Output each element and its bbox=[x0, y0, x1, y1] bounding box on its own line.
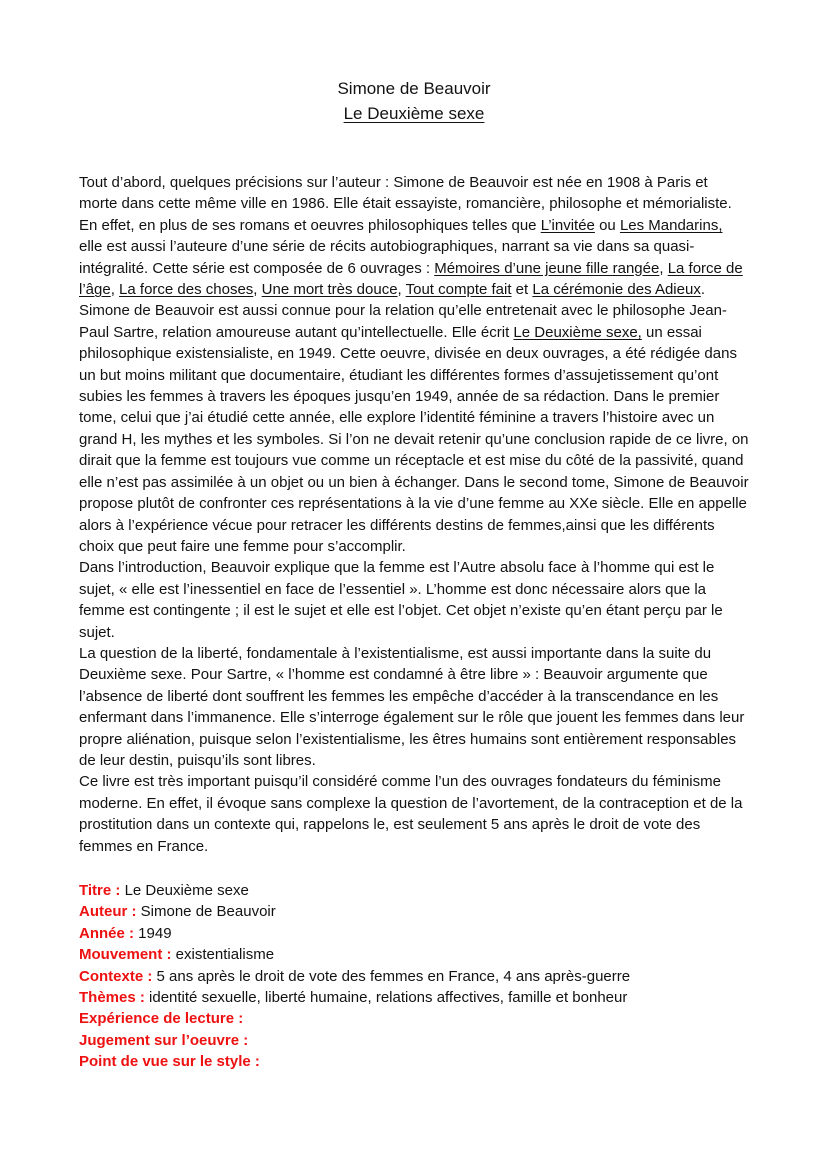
text-run: ou bbox=[594, 216, 620, 234]
fiche-label: Jugement sur l’oeuvre : bbox=[79, 1031, 249, 1049]
text-run: Tout d’abord, quelques précisions sur l’auteur : Simone de Beauvoir est née en 1908 à Paris et morte dans cette même ville en 1986. Elle était essayiste, romancière, philosophe et mémorialiste. En effet, en plus de ses romans et oeuvres philosophiques telles que bbox=[79, 174, 732, 234]
fiche-value: identité sexuelle, liberté humaine, relations affectives, famille et bonheur bbox=[144, 989, 628, 1007]
fiche-row bbox=[79, 1008, 749, 1029]
text-run: La question de la liberté, fondamentale à l’existentialisme, est aussi importante dans la suite du Deuxième sexe. Pour Sartre, « l’homme est condamné à être libre » : Beauvoir argumente que l’absence de liberté dont souffrent les femmes les empêche d’accéder à la transcendance en les enfermant dans l’immanence. Elle s’interroge également sur le rôle que jouent les femmes dans leur propre aliénation, puisque selon l’existentialisme, les êtres humains sont entièrement responsables de leur destin, puisqu’ils sont libres. bbox=[79, 644, 745, 769]
essay-paragraph bbox=[79, 172, 749, 557]
essay-paragraph bbox=[79, 643, 749, 771]
fiche-row bbox=[79, 880, 749, 901]
fiche-row bbox=[79, 1030, 749, 1051]
underlined-book-title: Mémoires d’une jeune fille rangée bbox=[434, 259, 660, 277]
text-run: elle est aussi l’auteure d’une série de récits autobiographiques, narrant sa vie dans sa quasi-intégralité. Cette série est composée de 6 ouvrages : bbox=[79, 238, 695, 277]
underlined-book-title: Les Mandarins, bbox=[619, 216, 723, 234]
fiche-value: 1949 bbox=[134, 924, 172, 942]
essay-body bbox=[79, 172, 749, 857]
fiche-label: Mouvement : bbox=[79, 946, 172, 964]
fiche-value: Simone de Beauvoir bbox=[136, 903, 276, 921]
text-run: un essai philosophique existensialiste, en 1949. Cette oeuvre, divisée en deux ouvrages, a été rédigée dans un but moins militant que documentaire, étudiant les différentes formes d’assujetissement qu’ont subies les femmes à travers les époques jusqu’en 1949, année de sa rédaction. Dans le premier tome, celui que j’ai étudié cette année, elle explore l’identité féminine a travers l’histoire avec un grand H, les mythes et les symboles. Si l’on ne devait retenir qu’une conclusion rapide de ce livre, on dirait que la femme est toujours vue comme un réceptacle et est mise du côté de la passivité, quand elle n’est pas assimilée à un objet ou un bien à échanger. Dans le second tome, Simone de Beauvoir propose plutôt de confronter ces représentations à la vie d’une femme au XXe siècle. Elle en appelle alors à l’expérience vécue pour retracer les différents destins de femmes,ainsi que les différents choix que peut faire une femme pour s’accomplir. bbox=[79, 323, 749, 555]
text-run: , bbox=[253, 281, 262, 299]
fiche-row bbox=[79, 944, 749, 965]
fiche-label: Point de vue sur le style : bbox=[79, 1053, 260, 1071]
fiche-row bbox=[79, 1051, 749, 1072]
document-title-block bbox=[79, 76, 749, 126]
fiche-label: Expérience de lecture : bbox=[79, 1010, 244, 1028]
text-run: Dans l’introduction, Beauvoir explique que la femme est l’Autre absolu face à l’homme qui est le sujet, « elle est l’inessentiel en face de l’essentiel ». L’homme est donc nécessaire alors que la femme est contingente ; il est le sujet et elle est l’objet. Cet objet n’existe qu’en étant perçu par le sujet. bbox=[79, 559, 723, 641]
underlined-book-title: L’invitée bbox=[540, 216, 595, 234]
text-run: et bbox=[511, 281, 533, 299]
underlined-book-title: Une mort très douce bbox=[261, 281, 398, 299]
fiche-value: 5 ans après le droit de vote des femmes en France, 4 ans après-guerre bbox=[152, 967, 631, 985]
underlined-book-title: La cérémonie des Adieux bbox=[532, 281, 701, 299]
underlined-book-title: Le Deuxième sexe, bbox=[513, 323, 642, 341]
text-run: Ce livre est très important puisqu’il considéré comme l’un des ouvrages fondateurs du féminisme moderne. En effet, il évoque sans complexe la question de l’avortement, de la contraception et de la prostitution dans un contexte qui, rappelons le, est seulement 5 ans après le droit de vote des femmes en France. bbox=[79, 773, 743, 855]
fiche-value: existentialisme bbox=[171, 946, 275, 964]
text-run: . Simone de Beauvoir est aussi connue pour la relation qu’elle entretenait avec le philosophe Jean-Paul Sartre, relation amoureuse autant qu’intellectuelle. Elle écrit bbox=[79, 281, 727, 341]
underlined-book-title: Tout compte fait bbox=[405, 281, 512, 299]
fiche-label: Auteur : bbox=[79, 903, 137, 921]
underlined-book-title: La force des choses bbox=[119, 281, 254, 299]
fiche-row bbox=[79, 987, 749, 1008]
underlined-book-title: La force de l’âge bbox=[79, 259, 743, 299]
fiche-label: Année : bbox=[79, 924, 135, 942]
fiche-summary-list bbox=[79, 880, 749, 1073]
fiche-row bbox=[79, 901, 749, 922]
document-title-work: Le Deuxième sexe bbox=[343, 104, 485, 123]
text-run: , bbox=[110, 281, 120, 299]
fiche-row bbox=[79, 923, 749, 944]
fiche-label: Titre : bbox=[79, 882, 121, 899]
essay-paragraph bbox=[79, 771, 749, 857]
text-run: , bbox=[397, 281, 406, 299]
document-title-author: Simone de Beauvoir bbox=[337, 79, 491, 98]
fiche-label: Thèmes : bbox=[79, 989, 145, 1007]
fiche-row bbox=[79, 966, 749, 987]
fiche-label: Contexte : bbox=[79, 967, 153, 985]
text-run: , bbox=[659, 259, 668, 277]
fiche-value: Le Deuxième sexe bbox=[120, 882, 249, 899]
essay-paragraph bbox=[79, 557, 749, 643]
